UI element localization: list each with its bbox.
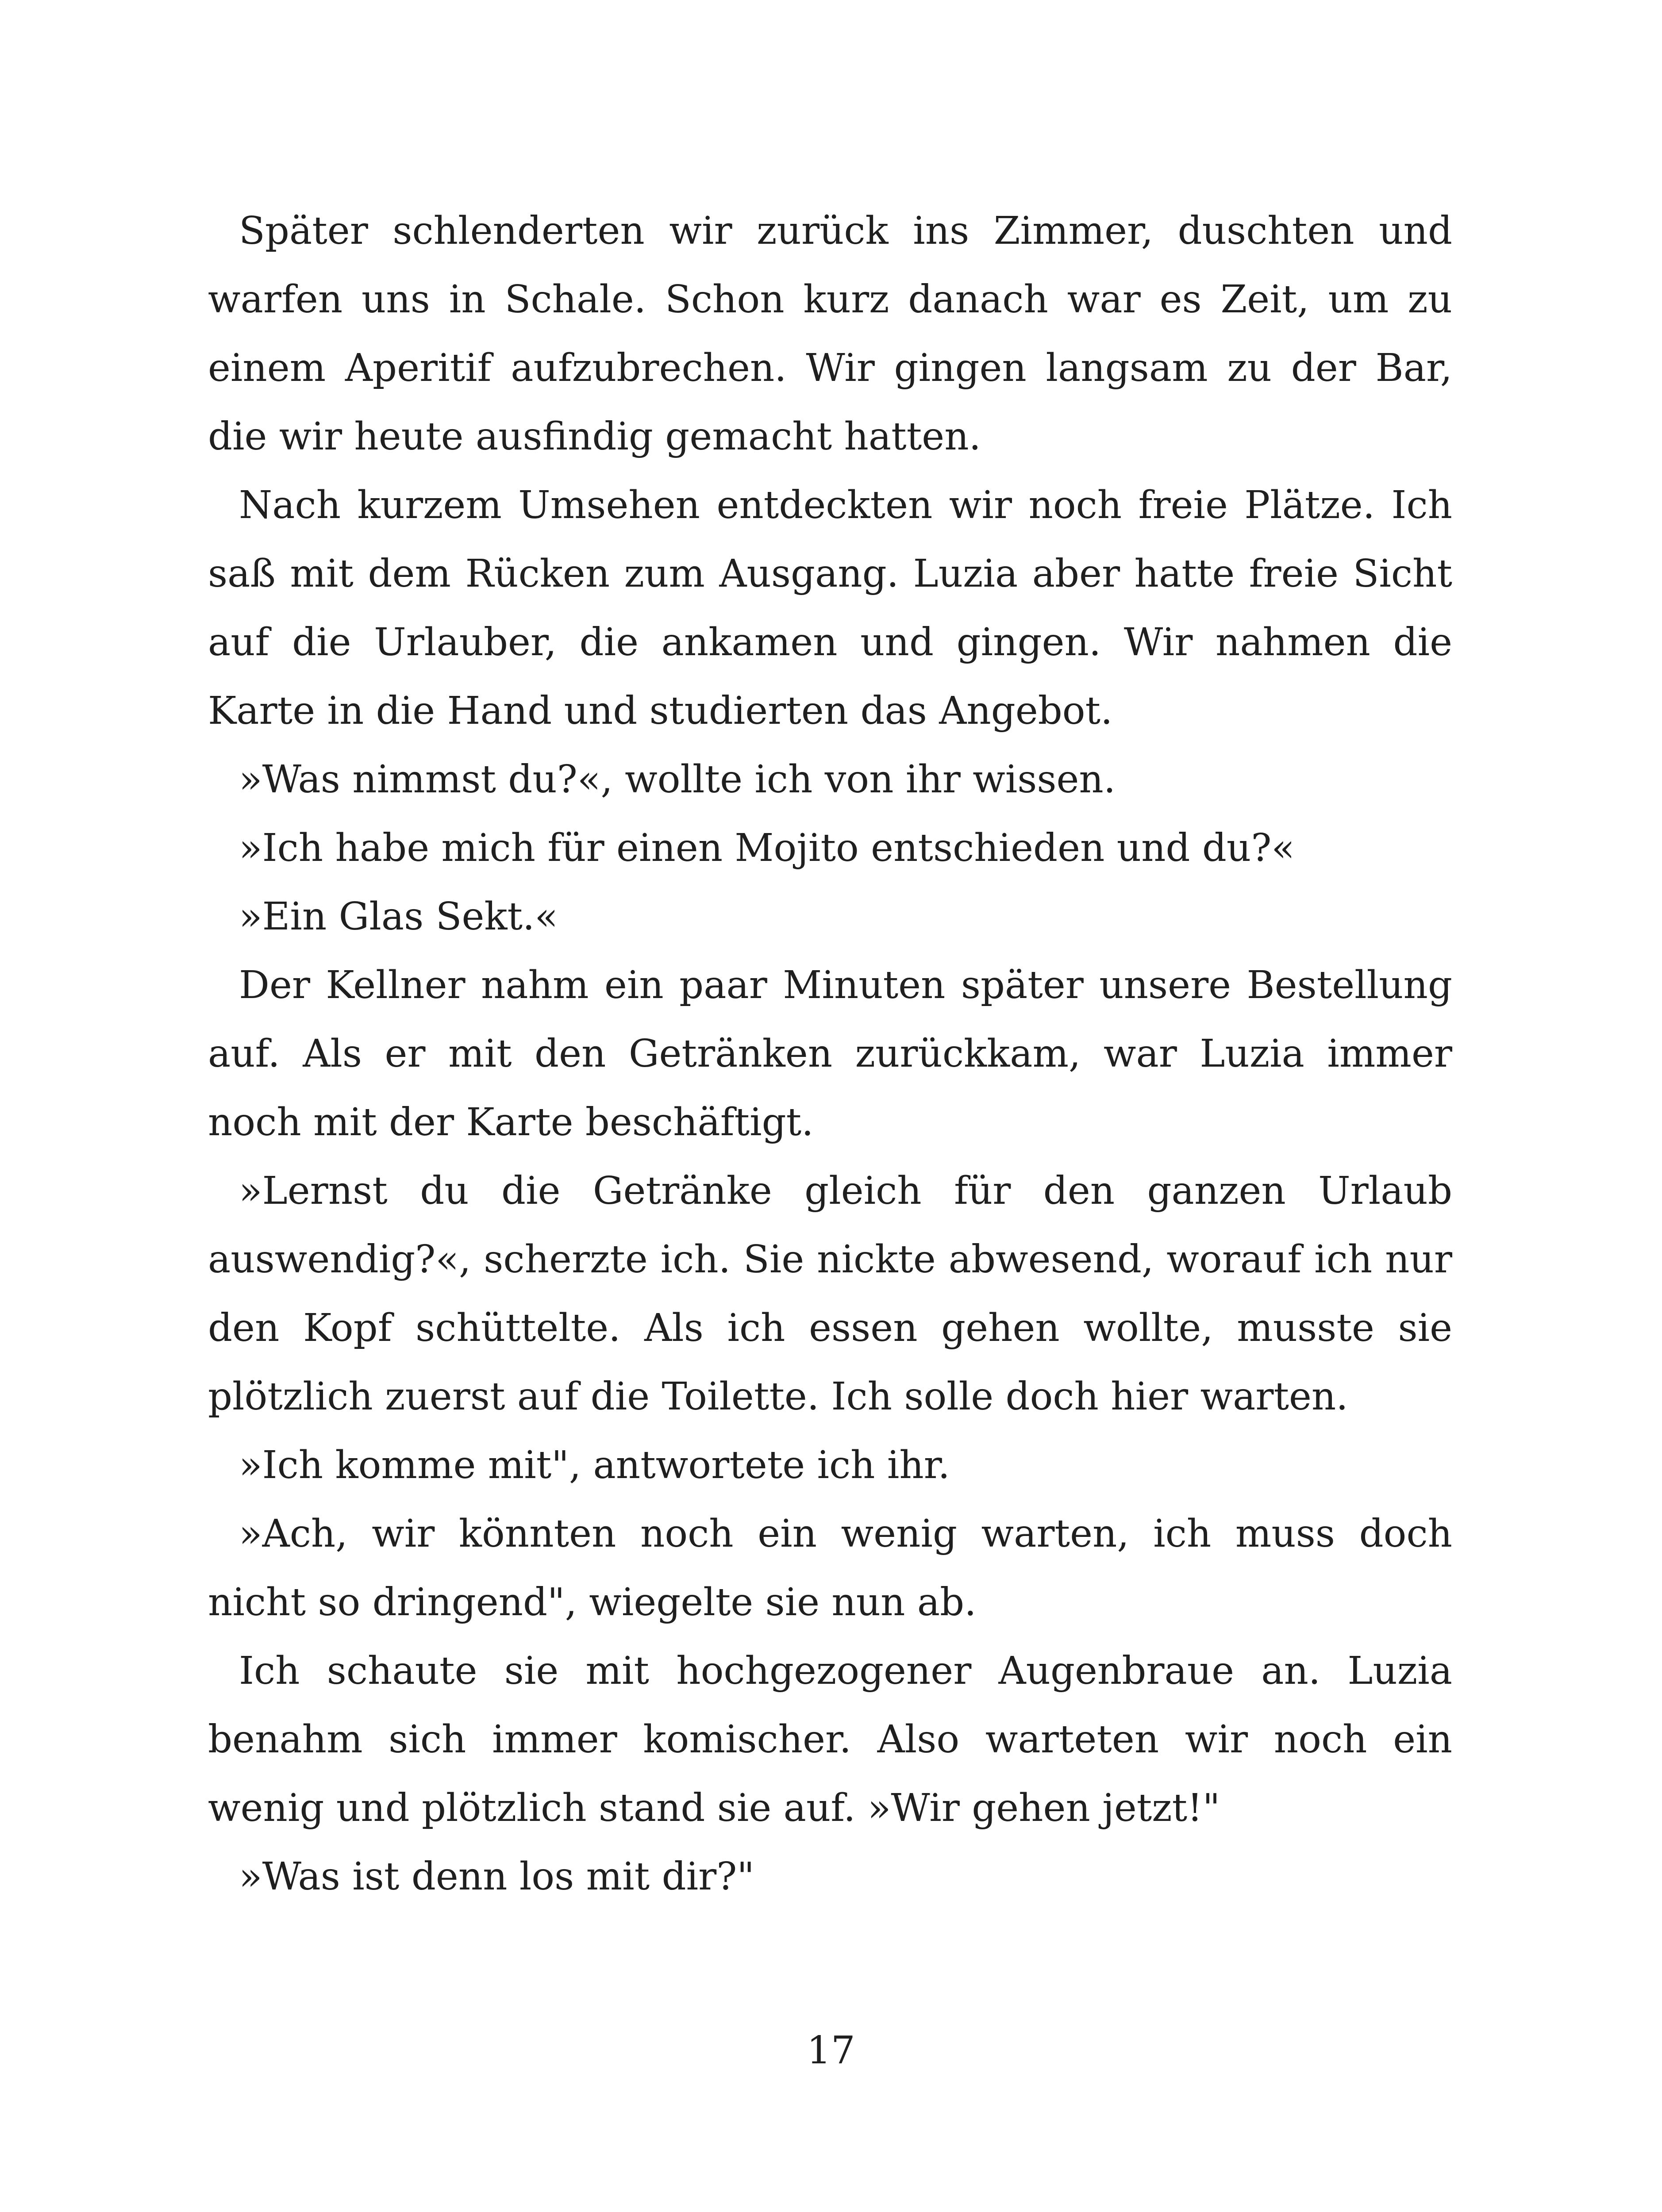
page-number: 17 (807, 2028, 855, 2073)
paragraph-10: Ich schaute sie mit hochgezogener Augenbraue an. Luzia benahm sich immer komischer. Also warteten wir noch ein wenig und plötzlich stand sie auf. »Wir gehen jetzt!" (208, 1649, 1452, 1830)
paragraph-7: »Lernst du die Getränke gleich für den ganzen Urlaub auswendig?«, scherzte ich. Sie nickte abwesend, worauf ich nur den Kopf schüttelte. Als ich essen gehen wollte, musste sie plötzlich zuerst auf die Toilette. Ich solle doch hier warten. (208, 1169, 1452, 1419)
paragraph-4: »Ich habe mich für einen Mojito entschieden und du?« (239, 826, 1295, 870)
paragraph-6: Der Kellner nahm ein paar Minuten später unsere Bestellung auf. Als er mit den Getränken zurückkam, war Luzia immer noch mit der Karte beschäftigt. (208, 963, 1452, 1144)
paragraph-2: Nach kurzem Umsehen entdeckten wir noch freie Plätze. Ich saß mit dem Rücken zum Ausgang. Luzia aber hatte freie Sicht auf die Urlauber, die ankamen und gingen. Wir nahmen die Karte in die Hand und studierten das Angebot. (208, 483, 1452, 733)
paragraph-5: »Ein Glas Sekt.« (239, 895, 558, 939)
paragraph-8: »Ich komme mit", antwortete ich ihr. (239, 1443, 950, 1487)
paragraph-1: Später schlenderten wir zurück ins Zimmer, duschten und warfen uns in Schale. Schon kurz danach war es Zeit, um zu einem Aperitif aufzubrechen. Wir gingen langsam zu der Bar, die wir heute ausfindig gemacht hatten. (208, 209, 1452, 459)
paragraph-3: »Was nimmst du?«, wollte ich von ihr wissen. (239, 757, 1116, 802)
body-text (208, 197, 1452, 1911)
paragraph-9: »Ach, wir könnten noch ein wenig warten, ich muss doch nicht so dringend", wiegelte sie nun ab. (208, 1512, 1452, 1624)
paragraph-11: »Was ist denn los mit dir?" (239, 1855, 754, 1899)
